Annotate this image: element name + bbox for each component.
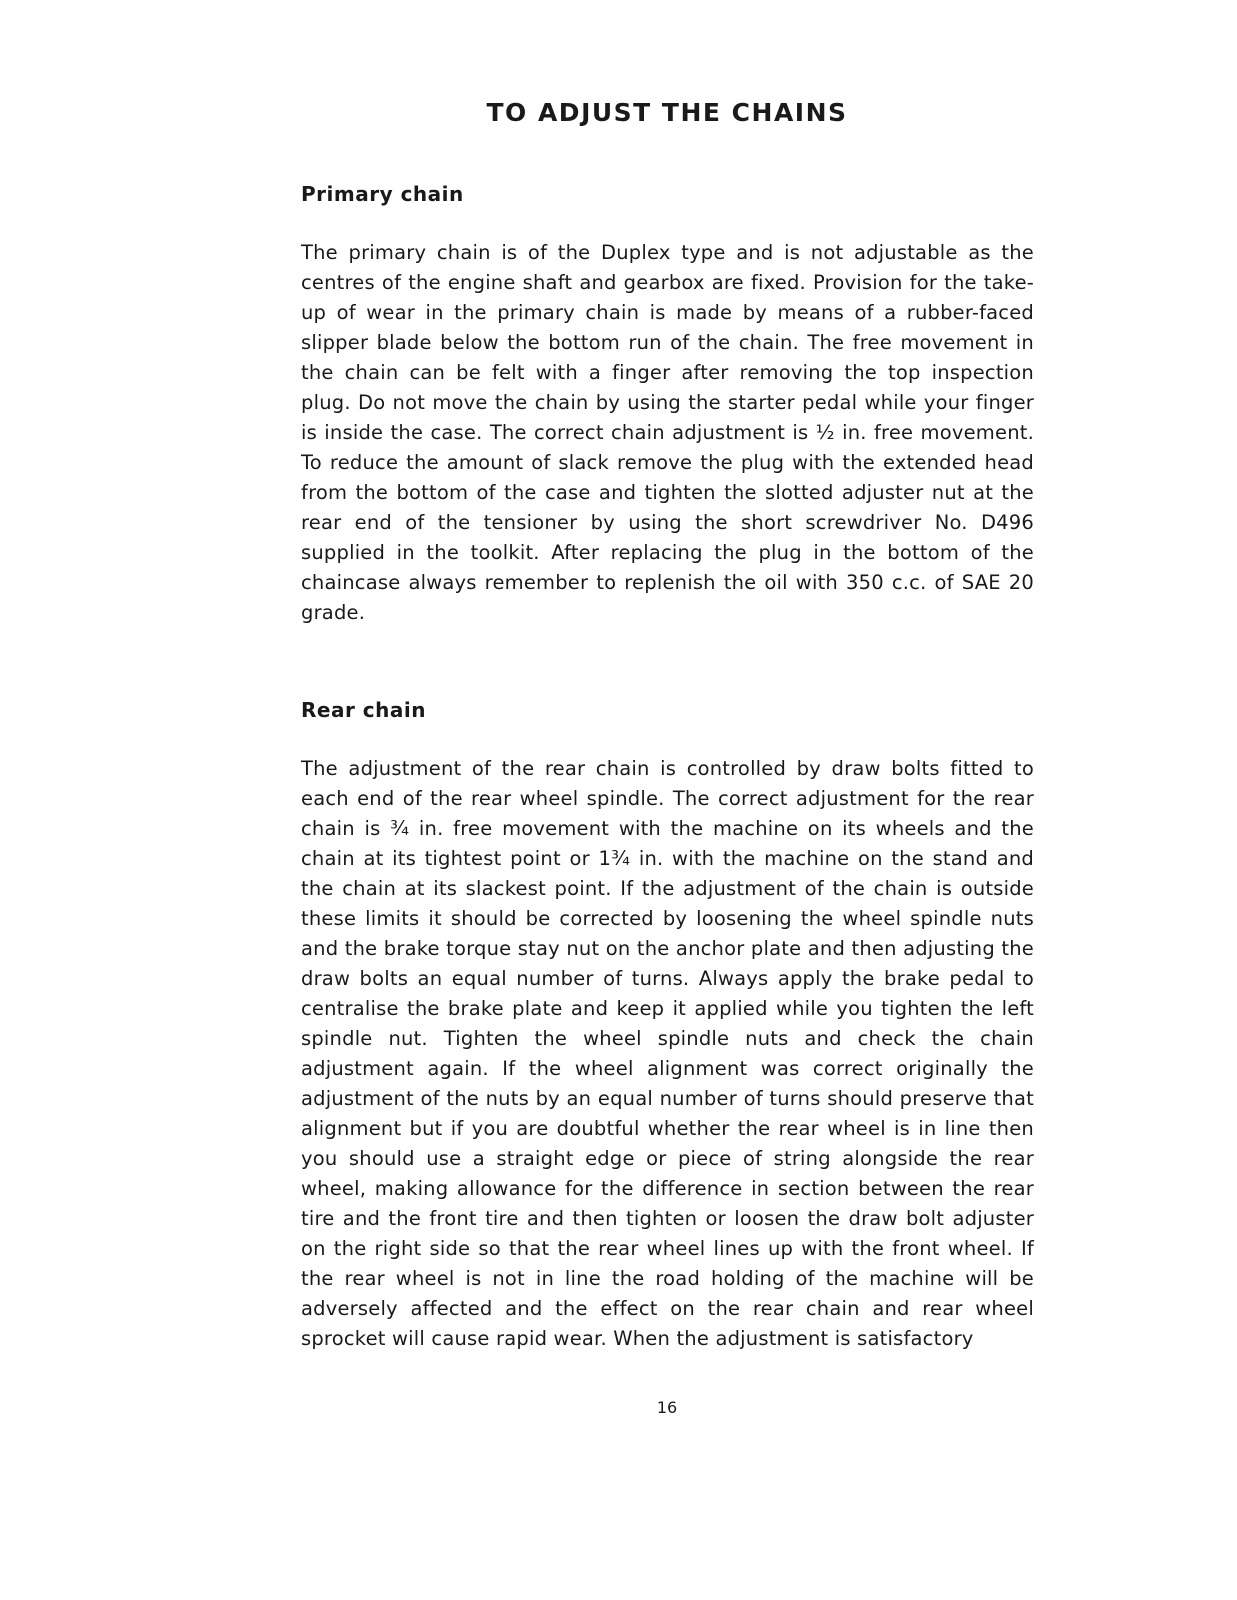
page-title: TO ADJUST THE CHAINS xyxy=(486,98,848,127)
primary-chain-paragraph: The primary chain is of the Duplex type and is not adjustable as the centres of the engine shaft and gearbox are fixed. Provision for the take-up of wear in the primary chain is made by means of a rubber-faced slipper blade below the bottom run of the chain. The free movement in the chain can be felt with a finger after removing the top inspection plug. Do not move the chain by using the starter pedal while your finger is inside the case. The correct chain adjustment is ½ in. free movement. To reduce the amount of slack remove the plug with the extended head from the bottom of the case and tighten the slotted adjuster nut at the rear end of the tensioner by using the short screwdriver No. D496 supplied in the toolkit. After replacing the plug in the bottom of the chaincase always remember to replenish the oil with 350 c.c. of SAE 20 grade. xyxy=(301,241,1034,624)
rear-chain-heading: Rear chain xyxy=(301,698,426,722)
primary-chain-section xyxy=(301,180,1034,628)
primary-chain-heading: Primary chain xyxy=(301,182,464,206)
rear-chain-paragraph: The adjustment of the rear chain is controlled by draw bolts fitted to each end of the rear wheel spindle. The correct adjustment for the rear chain is ¾ in. free movement with the machine on its wheels and the chain at its tightest point or 1¾ in. with the machine on the stand and the chain at its slackest point. If the adjustment of the chain is outside these limits it should be corrected by loosening the wheel spindle nuts and the brake torque stay nut on the anchor plate and then adjusting the draw bolts an equal number of turns. Always apply the brake pedal to centralise the brake plate and keep it applied while you tighten the left spindle nut. Tighten the wheel spindle nuts and check the chain adjustment again. If the wheel alignment was correct originally the adjustment of the nuts by an equal number of turns should preserve that alignment but if you are doubtful whether the rear wheel is in line then you should use a straight edge or piece of string alongside the rear wheel, making allowance for the difference in section between the rear tire and the front tire and then tighten or loosen the draw bolt adjuster on the right side so that the rear wheel lines up with the front wheel. If the rear wheel is not in line the road holding of the machine will be adversely affected and the effect on the rear chain and rear wheel sprocket will cause rapid wear. When the adjustment is satisfactory xyxy=(301,757,1034,1350)
page-number: 16 xyxy=(656,1398,678,1417)
rear-chain-section xyxy=(301,696,1034,1354)
